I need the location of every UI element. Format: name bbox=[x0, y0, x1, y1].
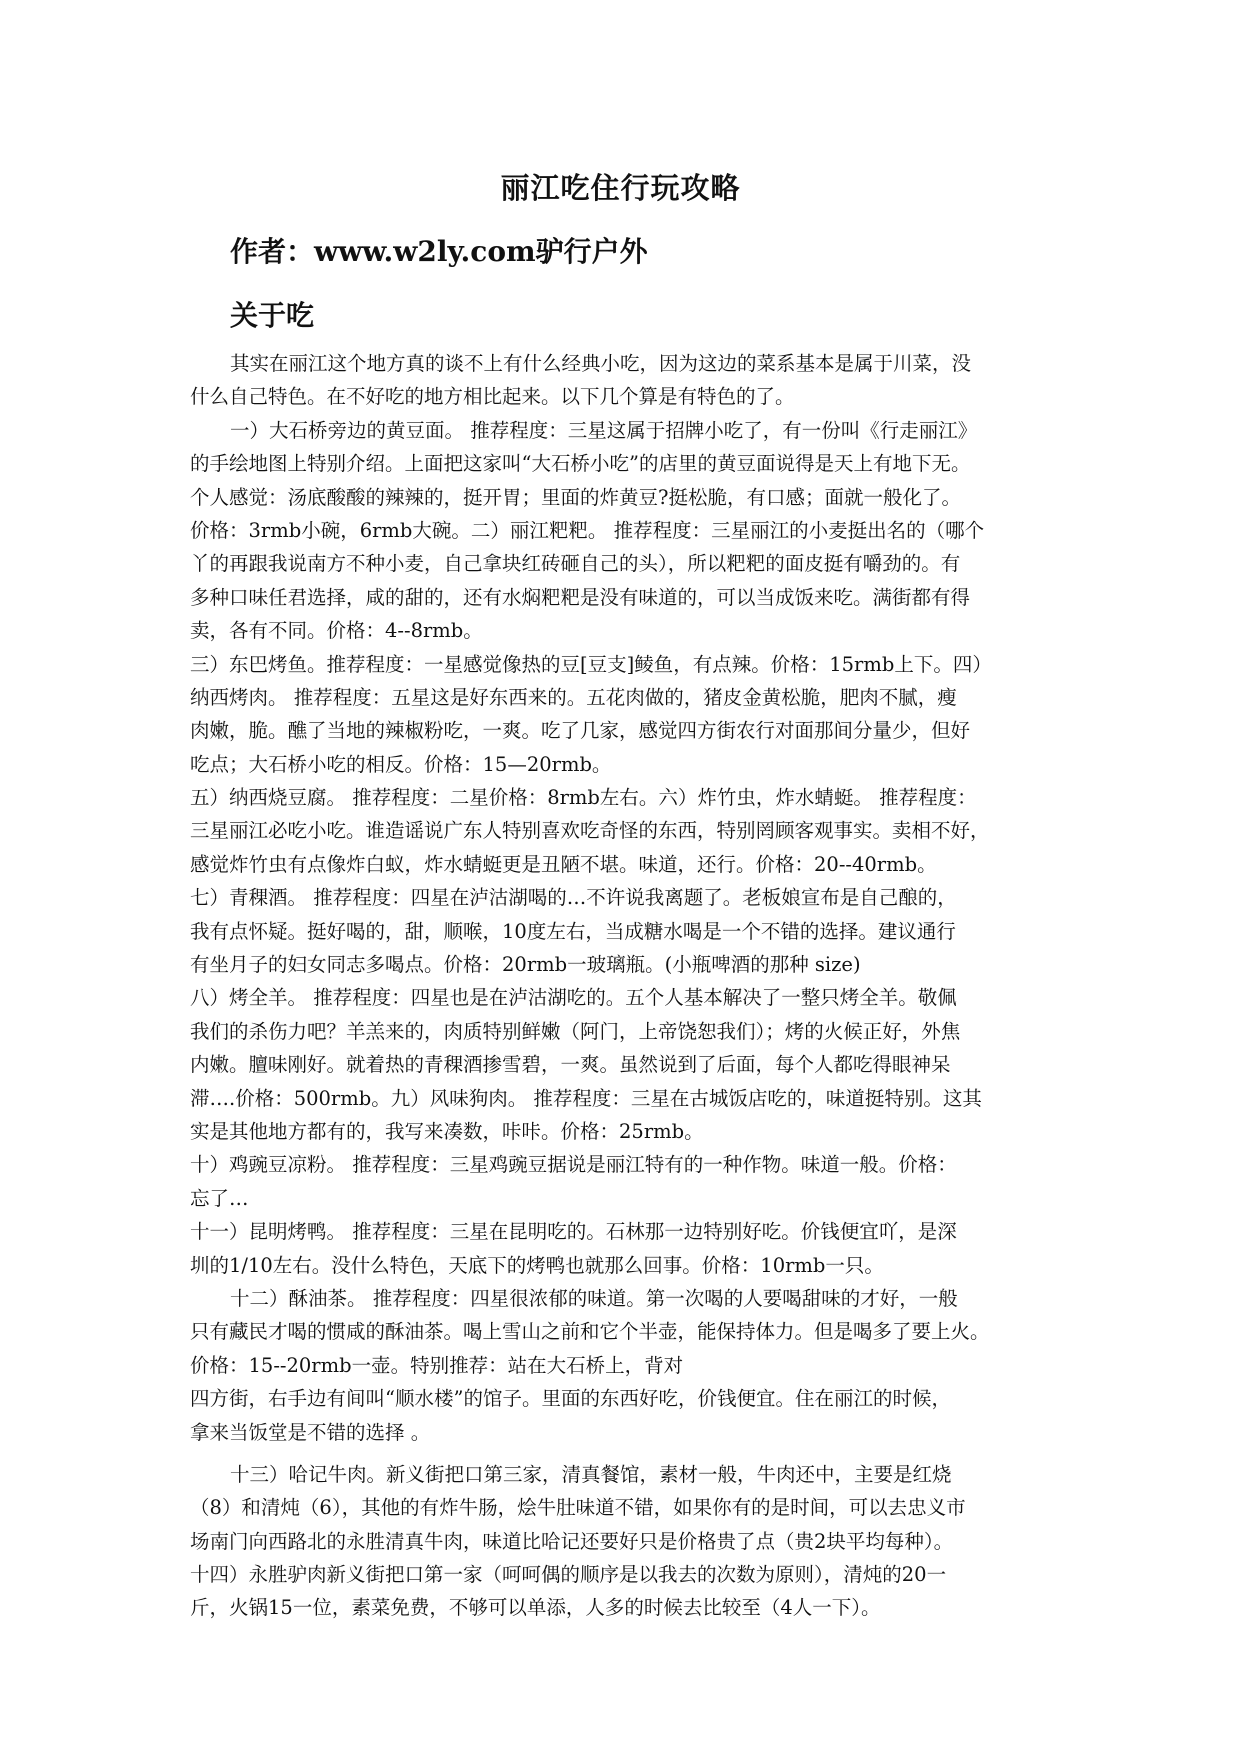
text-line: 场南门向西路北的永胜清真牛肉，味道比哈记还要好只是价格贵了点（贵2块平均每种）。 bbox=[190, 1529, 954, 1553]
text-line: 价格：3rmb小碗，6rmb大碗。二）丽江粑粑。 推荐程度：三星丽江的小麦挺出名的（哪个 bbox=[190, 518, 985, 542]
section-heading: 关于吃 bbox=[230, 299, 315, 332]
text-line: 个人感觉：汤底酸酸的辣辣的，挺开胃；里面的炸黄豆?挺松脆，有口感；面就一般化了。 bbox=[190, 485, 961, 509]
text-line: 十三）哈记牛肉。新义街把口第三家，清真餐馆，素材一般，牛肉还中，主要是红烧 bbox=[230, 1462, 952, 1486]
text-line: 多种口味任君选择，咸的甜的，还有水焖粑粑是没有味道的，可以当成饭来吃。满街都有得 bbox=[190, 585, 971, 609]
text-line: 一）大石桥旁边的黄豆面。 推荐程度：三星这属于招牌小吃了，有一份叫《行走丽江》 bbox=[230, 418, 978, 442]
text-line: 忘了… bbox=[190, 1186, 249, 1210]
text-line: 四方街，右手边有间叫“顺水楼”的馆子。里面的东西好吃，价钱便宜。住在丽江的时候， bbox=[190, 1387, 951, 1411]
text-line: 纳西烤肉。 推荐程度：五星这是好东西来的。五花肉做的，猪皮金黄松脆，肥肉不腻，瘦 bbox=[190, 685, 957, 709]
text-line: 圳的1/10左右。没什么特色，天底下的烤鸭也就那么回事。价格：10rmb一只。 bbox=[190, 1253, 884, 1277]
text-line: 十）鸡豌豆凉粉。 推荐程度：三星鸡豌豆据说是丽江特有的一种作物。味道一般。价格： bbox=[190, 1153, 957, 1177]
text-line: 我们的杀伤力吧？羊羔来的，肉质特别鲜嫩（阿门，上帝饶恕我们）；烤的火候正好，外焦 bbox=[190, 1019, 961, 1043]
text-line: 三星丽江必吃小吃。谁造谣说广东人特别喜欢吃奇怪的东西，特别罔顾客观事实。卖相不好， bbox=[190, 819, 990, 843]
text-line: （8）和清炖（6），其他的有炸牛肠，烩牛肚味道不错，如果你有的是时间，可以去忠义市 bbox=[190, 1496, 966, 1520]
text-line: 有坐月子的妇女同志多喝点。价格：20rmb一玻璃瓶。(小瓶啤酒的那种 size) bbox=[190, 953, 861, 977]
text-line: 肉嫩，脆。醮了当地的辣椒粉吃，一爽。吃了几家，感觉四方街农行对面那间分量少，但好 bbox=[190, 719, 971, 743]
text-line: 斤，火锅15一位，素菜免费，不够可以单添，人多的时候去比较至（4人一下）。 bbox=[190, 1596, 881, 1620]
text-line: 卖，各有不同。价格：4--8rmb。 bbox=[190, 619, 483, 643]
text-line: 十四）永胜驴肉新义街把口第一家（呵呵偶的顺序是以我去的次数为原则），清炖的20一 bbox=[190, 1563, 947, 1587]
text-line: 价格：15--20rmb一壶。特别推荐：站在大石桥上，背对 bbox=[190, 1353, 684, 1377]
text-line: 滞….价格：500rmb。九）风味狗肉。 推荐程度：三星在古城饭店吃的，味道挺特别。这其 bbox=[190, 1086, 982, 1110]
text-line: 内嫩。膻味刚好。就着热的青稞酒掺雪碧，一爽。虽然说到了后面，每个人都吃得眼神呆 bbox=[190, 1053, 951, 1077]
text-line: 十一）昆明烤鸭。 推荐程度：三星在昆明吃的。石林那一边特别好吃。价钱便宜吖，是深 bbox=[190, 1220, 957, 1244]
text-line: 什么自己特色。在不好吃的地方相比起来。以下几个算是有特色的了。 bbox=[190, 385, 795, 409]
text-line: 三）东巴烤鱼。推荐程度：一星感觉像热的豆[豆支]鲮鱼，有点辣。价格：15rmb上下。四） bbox=[190, 652, 992, 676]
text-line: 八）烤全羊。 推荐程度：四星也是在泸沽湖吃的。五个人基本解决了一整只烤全羊。敬佩 bbox=[190, 986, 957, 1010]
text-line: 实是其他地方都有的，我写来凑数，咔咔。价格：25rmb。 bbox=[190, 1119, 704, 1143]
body-text bbox=[190, 347, 1055, 1625]
text-line: 十二）酥油茶。 推荐程度：四星很浓郁的味道。第一次喝的人要喝甜味的才好，一般 bbox=[230, 1286, 958, 1310]
text-line: 吃点；大石桥小吃的相反。价格：15—20rmb。 bbox=[190, 752, 612, 776]
author-line: 作者：www.w2ly.com驴行户外 bbox=[230, 235, 648, 268]
text-line: 感觉炸竹虫有点像炸白蚁，炸水蜻蜓更是丑陋不堪。味道，还行。价格：20--40rmb。 bbox=[190, 852, 937, 876]
text-line: 我有点怀疑。挺好喝的，甜，顺喉，10度左右，当成糖水喝是一个不错的选择。建议通行 bbox=[190, 919, 956, 943]
text-line: 五）纳西烧豆腐。 推荐程度：二星价格：8rmb左右。六）炸竹虫，炸水蜻蜓。 推荐程度： bbox=[190, 786, 977, 810]
text-line: 拿来当饭堂是不错的选择 。 bbox=[190, 1420, 431, 1444]
text-line: 只有藏民才喝的惯咸的酥油茶。喝上雪山之前和它个半壶，能保持体力。但是喝多了要上火。 bbox=[190, 1320, 990, 1344]
text-line: 其实在丽江这个地方真的谈不上有什么经典小吃，因为这边的菜系基本是属于川菜，没 bbox=[230, 352, 972, 375]
text-line: 七）青稞酒。 推荐程度：四星在泸沽湖喝的…不许说我离题了。老板娘宣布是自己酿的， bbox=[190, 886, 957, 910]
document-title: 丽江吃住行玩攻略 bbox=[500, 171, 741, 205]
text-line: 丫的再跟我说南方不种小麦，自己拿块红砖砸自己的头），所以粑粑的面皮挺有嚼劲的。有 bbox=[190, 552, 961, 576]
text-line: 的手绘地图上特别介绍。上面把这家叫“大石桥小吃”的店里的黄豆面说得是天上有地下无。 bbox=[190, 452, 971, 476]
